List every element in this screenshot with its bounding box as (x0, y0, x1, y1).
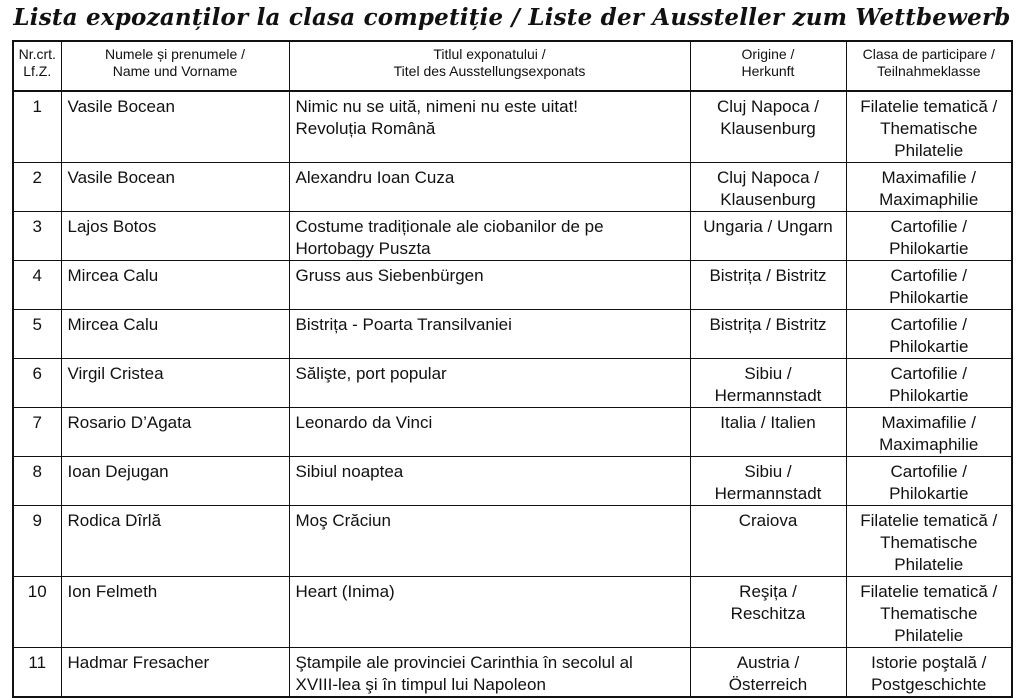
cell-nr: 7 (13, 408, 61, 457)
cell-name: Virgil Cristea (61, 359, 289, 408)
table-header-row (13, 41, 1012, 91)
cell-class: Filatelie tematică / Thematische Philatelie (846, 506, 1012, 577)
header-class: Clasa de participare / Teilnahmeklasse (846, 41, 1012, 91)
cell-class: Cartofilie / Philokartie (846, 310, 1012, 359)
cell-nr: 2 (13, 163, 61, 212)
cell-class: Cartofilie / Philokartie (846, 212, 1012, 261)
cell-name: Mircea Calu (61, 261, 289, 310)
cell-exhibit: Ştampile ale provinciei Carinthia în secolul al XVIII-lea şi în timpul lui Napoleon (289, 648, 690, 698)
table-row (13, 261, 1012, 310)
cell-class: Istorie poştală / Postgeschichte (846, 648, 1012, 698)
cell-class: Cartofilie / Philokartie (846, 457, 1012, 506)
cell-exhibit: Gruss aus Siebenbürgen (289, 261, 690, 310)
cell-exhibit: Heart (Inima) (289, 577, 690, 648)
cell-nr: 11 (13, 648, 61, 698)
table-row (13, 457, 1012, 506)
cell-exhibit: Sibiul noaptea (289, 457, 690, 506)
cell-name: Rosario D’Agata (61, 408, 289, 457)
table-row (13, 577, 1012, 648)
cell-class: Filatelie tematică / Thematische Philatelie (846, 91, 1012, 163)
cell-origin: Cluj Napoca / Klausenburg (690, 163, 846, 212)
table-row (13, 408, 1012, 457)
table-row (13, 163, 1012, 212)
cell-origin: Sibiu / Hermannstadt (690, 359, 846, 408)
page-title: Lista expozanților la clasa competiție / Liste der Aussteller zum Wettbewerb (13, 4, 1011, 31)
cell-origin: Sibiu / Hermannstadt (690, 457, 846, 506)
cell-nr: 1 (13, 91, 61, 163)
cell-nr: 6 (13, 359, 61, 408)
cell-origin: Bistrița / Bistritz (690, 310, 846, 359)
cell-nr: 3 (13, 212, 61, 261)
cell-class: Cartofilie / Philokartie (846, 359, 1012, 408)
cell-exhibit: Bistrița - Poarta Transilvaniei (289, 310, 690, 359)
cell-name: Vasile Bocean (61, 91, 289, 163)
exhibitors-table (12, 40, 1013, 698)
table-row (13, 91, 1012, 163)
table-row (13, 310, 1012, 359)
header-exhibit: Titlul exponatului / Titel des Ausstellungsexponats (289, 41, 690, 91)
cell-nr: 9 (13, 506, 61, 577)
cell-origin: Italia / Italien (690, 408, 846, 457)
cell-name: Hadmar Fresacher (61, 648, 289, 698)
cell-exhibit: Sălişte, port popular (289, 359, 690, 408)
cell-exhibit: Leonardo da Vinci (289, 408, 690, 457)
cell-name: Lajos Botos (61, 212, 289, 261)
cell-origin: Reşița / Reschitza (690, 577, 846, 648)
cell-name: Mircea Calu (61, 310, 289, 359)
cell-nr: 10 (13, 577, 61, 648)
cell-origin: Craiova (690, 506, 846, 577)
header-name: Numele și prenumele / Name und Vorname (61, 41, 289, 91)
cell-class: Filatelie tematică / Thematische Philatelie (846, 577, 1012, 648)
table-row (13, 648, 1012, 698)
cell-exhibit: Alexandru Ioan Cuza (289, 163, 690, 212)
cell-nr: 8 (13, 457, 61, 506)
table-row (13, 212, 1012, 261)
cell-exhibit: Costume tradiționale ale ciobanilor de pe Hortobagy Puszta (289, 212, 690, 261)
cell-origin: Cluj Napoca / Klausenburg (690, 91, 846, 163)
cell-nr: 4 (13, 261, 61, 310)
cell-name: Vasile Bocean (61, 163, 289, 212)
cell-origin: Ungaria / Ungarn (690, 212, 846, 261)
cell-class: Maximafilie / Maximaphilie (846, 163, 1012, 212)
cell-exhibit: Nimic nu se uită, nimeni nu este uitat! Revoluția Română (289, 91, 690, 163)
cell-name: Rodica Dîrlă (61, 506, 289, 577)
cell-origin: Austria / Österreich (690, 648, 846, 698)
table-row (13, 359, 1012, 408)
table-row (13, 506, 1012, 577)
cell-class: Cartofilie / Philokartie (846, 261, 1012, 310)
cell-name: Ioan Dejugan (61, 457, 289, 506)
cell-exhibit: Moş Crăciun (289, 506, 690, 577)
cell-class: Maximafilie / Maximaphilie (846, 408, 1012, 457)
cell-nr: 5 (13, 310, 61, 359)
header-nr: Nr.crt. Lf.Z. (13, 41, 61, 91)
header-origin: Origine / Herkunft (690, 41, 846, 91)
cell-name: Ion Felmeth (61, 577, 289, 648)
cell-origin: Bistrița / Bistritz (690, 261, 846, 310)
